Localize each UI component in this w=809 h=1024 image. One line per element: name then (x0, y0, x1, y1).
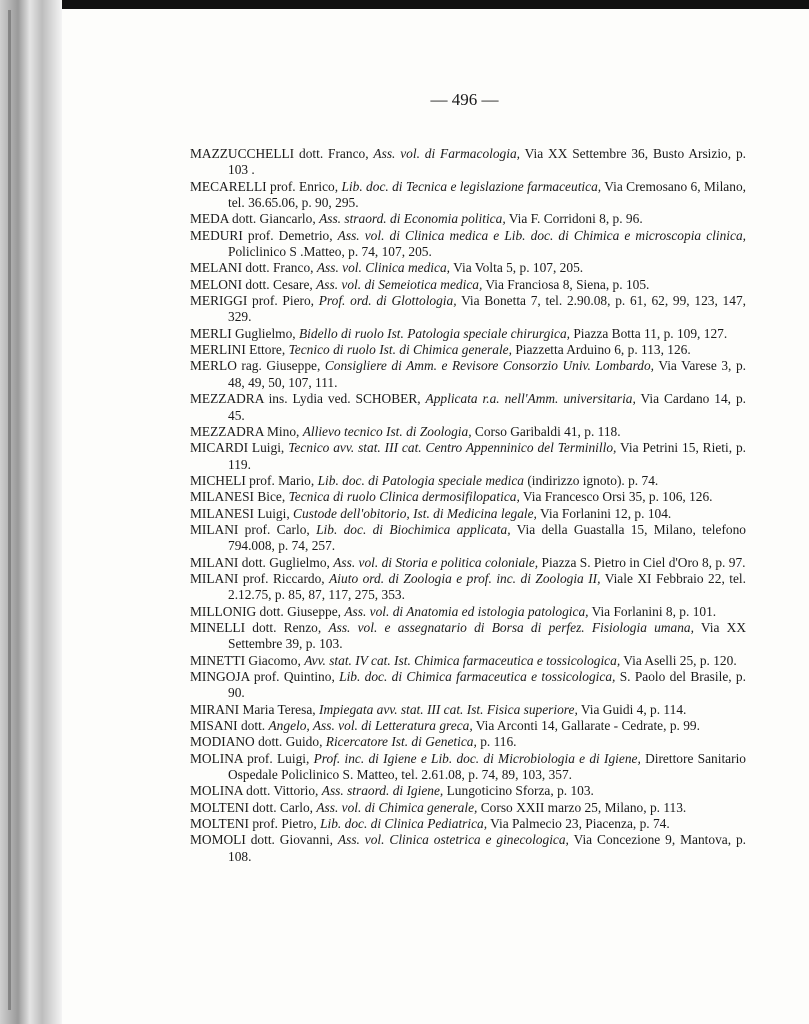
entry-address: Viale XI Febbraio 22, tel. 2.12.75, p. 85, 87, 117, 275, 353. (228, 570, 746, 603)
entry-address: Via XX Settembre 39, p. 103. (228, 619, 746, 652)
entry-role: Aiuto ord. di Zoologia e prof. inc. di Zoologia II, (329, 570, 601, 586)
entry-title: rag. Giuseppe, (236, 358, 325, 374)
entry-title: dott. Carlo, (249, 799, 317, 815)
entry-role: Prof. ord. di Glottologia, (318, 293, 457, 309)
directory-entry (190, 342, 746, 358)
entry-name: MIRANI (190, 701, 240, 717)
entry-address: Direttore Sanitario Ospedale Policlinico S. Matteo, tel. 2.61.08, p. 74, 89, 103, 357. (228, 750, 746, 783)
entry-title: prof. Pietro, (249, 816, 321, 832)
entry-name: MOLTENI (190, 799, 250, 815)
directory-entry (190, 800, 746, 816)
directory-entry (190, 293, 746, 326)
entry-name: MILLONIG (190, 603, 257, 619)
entry-name: MERIGGI (190, 293, 248, 309)
entry-address: Via della Guastalla 15, Milano, telefono 794.008, p. 74, 257. (228, 521, 746, 554)
entry-role: Prof. inc. di Igiene e Lib. doc. di Microbiologia e di Igiene, (313, 750, 641, 766)
entry-name: MELONI (190, 276, 243, 292)
directory-entry (190, 260, 746, 276)
entry-name: MEZZADRA (190, 423, 264, 439)
directory-entry (190, 179, 746, 212)
entry-address: Piazza Botta 11, p. 109, 127. (570, 325, 728, 341)
entry-role: Ricercatore Ist. di Genetica, (325, 734, 477, 750)
entry-address: Via Arconti 14, Gallarate - Cedrate, p. 99. (472, 718, 700, 734)
directory-entry (190, 718, 746, 734)
entry-name: MERLINI (190, 342, 246, 358)
entry-role: Avv. stat. IV cat. Ist. Chimica farmaceutica e tossicologica, (304, 652, 621, 668)
directory-entries (190, 146, 746, 865)
entry-address: S. Paolo del Brasile, p. 90. (228, 669, 746, 701)
entry-role: Allievo tecnico Ist. di Zoologia, (302, 423, 472, 439)
entry-role: Tecnica di ruolo Clinica dermosifilopatica, (288, 489, 520, 505)
entry-address: Via Franciosa 8, Siena, p. 105. (482, 276, 650, 292)
entry-name: MICHELI (190, 472, 246, 488)
entry-title: Mino, (263, 423, 303, 439)
entry-title: Luigi, (248, 440, 289, 456)
directory-entry (190, 604, 746, 620)
entry-role: Ass. vol. di Anatomia ed istologia patologica, (344, 603, 589, 619)
directory-entry (190, 571, 746, 604)
entry-title: dott. Giancarlo, (228, 211, 320, 227)
directory-entry (190, 489, 746, 505)
directory-entry (190, 653, 746, 669)
entry-role: Ass. straord. di Economia politica, (319, 211, 506, 227)
entry-title: Maria Teresa, (239, 701, 319, 717)
entry-address: Corso XXII marzo 25, Milano, p. 113. (477, 799, 687, 815)
entry-role: Consigliere di Amm. e Revisore Consorzio Univ. Lombardo, (324, 358, 655, 374)
directory-entry (190, 146, 746, 179)
entry-address: Via Cremosano 6, Milano, tel. 36.65.06, p. 90, 295. (228, 178, 746, 211)
entry-name: MEDA (190, 211, 229, 227)
entry-title: dott. Guido, (254, 734, 326, 750)
directory-entry (190, 702, 746, 718)
entry-address: Via Bonetta 7, tel. 2.90.08, p. 61, 62, 99, 123, 147, 329. (228, 293, 746, 325)
entry-title: prof. Demetrio, (242, 227, 338, 243)
entry-address: Via Cardano 14, p. 45. (228, 391, 746, 423)
directory-entry (190, 751, 746, 784)
directory-entry (190, 506, 746, 522)
entry-title: dott. Franco, (242, 260, 317, 276)
directory-entry (190, 669, 746, 702)
entry-role: Custode dell'obitorio, Ist. di Medicina legale, (293, 505, 537, 521)
scan-binding-edge (0, 0, 62, 1024)
directory-entry (190, 391, 746, 424)
entry-role: Ass. vol. di Storia e politica coloniale, (333, 554, 539, 570)
entry-name: MILANI (190, 554, 239, 570)
entry-title: prof. Luigi, (242, 750, 314, 766)
entry-title: prof. Quintino, (249, 669, 340, 684)
entry-address: Via F. Corridoni 8, p. 96. (505, 211, 643, 227)
entry-name: MISANI (190, 718, 238, 734)
entry-title: Giacomo, (245, 652, 305, 668)
entry-title: Ettore, (245, 342, 289, 358)
entry-title: dott. Cesare, (242, 276, 317, 292)
entry-address: Via Volta 5, p. 107, 205. (450, 260, 584, 276)
entry-role: Ass. vol. e assegnatario di Borsa di perfez. Fisiologia umana, (328, 619, 694, 635)
entry-address: (indirizzo ignoto). p. 74. (523, 472, 659, 488)
entry-address: Via Varese 3, p. 48, 49, 50, 107, 111. (228, 358, 746, 390)
entry-title: prof. Mario, (245, 472, 318, 488)
entry-title: dott. Renzo, (245, 619, 329, 635)
entry-title: Luigi, (253, 505, 294, 521)
entry-role: Impiegata avv. stat. III cat. Ist. Fisica superiore, (318, 701, 578, 717)
entry-address: Via Concezione 9, Mantova, p. 108. (228, 832, 747, 864)
entry-name: MILANESI (190, 505, 254, 521)
entry-name: MOLTENI (190, 816, 250, 832)
entry-address: Piazzetta Arduino 6, p. 113, 126. (511, 342, 691, 358)
entry-address: Corso Garibaldi 41, p. 118. (471, 423, 621, 439)
entry-address: Via Forlanini 8, p. 101. (588, 603, 717, 619)
directory-entry (190, 277, 746, 293)
directory-entry (190, 734, 746, 750)
entry-name: MOLINA (190, 783, 243, 799)
entry-role: Bidello di ruolo Ist. Patologia speciale chirurgica, (298, 325, 570, 341)
entry-name: MAZZUCCHELLI (190, 146, 295, 161)
entry-name: MERLI (190, 325, 232, 341)
scan-top-edge (0, 0, 809, 9)
entry-role: Ass. straord. di Igiene, (321, 783, 444, 799)
directory-entry (190, 424, 746, 440)
entry-role: Lib. doc. di Tecnica e legislazione farmaceutica, (341, 178, 602, 194)
directory-entry (190, 326, 746, 342)
entry-name: MINETTI (190, 652, 246, 668)
directory-entry (190, 620, 746, 653)
entry-role: Ass. vol. di Farmacologia, (373, 146, 521, 161)
entry-role: Ass. vol. Clinica medica, (316, 260, 450, 276)
entry-name: MINELLI (190, 619, 246, 635)
entry-name: MELANI (190, 260, 243, 276)
entry-name: MERLO (190, 358, 237, 374)
entry-title: prof. Enrico, (266, 178, 342, 194)
page-number: — 496 — (430, 90, 499, 109)
directory-entry (190, 358, 746, 391)
entry-title: Bice, (253, 489, 289, 505)
entry-address: p. 116. (476, 734, 517, 750)
entry-title: prof. Piero, (247, 293, 319, 309)
entry-title: prof. Carlo, (238, 521, 317, 537)
entry-title: dott. Guglielmo, (238, 554, 334, 570)
entry-address: Via Petrini 15, Rieti, p. 119. (228, 440, 747, 472)
entry-title: ins. Lydia ved. SCHOBER, (263, 391, 426, 407)
directory-entry (190, 832, 746, 865)
entry-address: Via Aselli 25, p. 120. (620, 652, 737, 668)
entry-title: dott. Giovanni, (245, 832, 338, 848)
directory-entry (190, 211, 746, 227)
entry-name: MICARDI (190, 440, 249, 456)
entry-address: Piazza S. Pietro in Ciel d'Oro 8, p. 97. (538, 554, 746, 570)
entry-name: MILANI (190, 521, 239, 537)
entry-role: Ass. vol. di Semeiotica medica, (316, 276, 483, 292)
entry-title: dott. Vittorio, (242, 783, 322, 799)
entry-role: Lib. doc. di Chimica farmaceutica e tossicologica, (339, 669, 616, 684)
entry-name: MOMOLI (190, 832, 246, 848)
directory-entry (190, 783, 746, 799)
entry-name: MILANI (190, 570, 239, 586)
entry-address: Via Palmecio 23, Piacenza, p. 74. (487, 816, 670, 832)
entry-role: Lib. doc. di Clinica Pediatrica, (320, 816, 488, 832)
entry-address: Policlinico S .Matteo, p. 74, 107, 205. (228, 244, 432, 260)
entry-name: MILANESI (190, 489, 254, 505)
entry-name: MINGOJA (190, 669, 250, 684)
entry-address: Via Guidi 4, p. 114. (577, 701, 687, 717)
entry-name: MEDURI (190, 227, 243, 243)
entry-role: Applicata r.a. nell'Amm. universitaria, (425, 391, 636, 407)
entry-role: Tecnico di ruolo Ist. di Chimica generale, (288, 342, 512, 358)
entry-name: MODIANO (190, 734, 255, 750)
entry-title: dott. (237, 718, 269, 734)
entry-role: Lib. doc. di Patologia speciale medica (317, 472, 524, 488)
entry-name: MECARELLI (190, 178, 267, 194)
entry-name: MEZZADRA (190, 391, 264, 407)
entry-role: Angelo, Ass. vol. di Letteratura greca, (268, 718, 473, 734)
directory-entry (190, 555, 746, 571)
entry-title: dott. Giuseppe, (256, 603, 345, 619)
entry-role: Tecnico avv. stat. III cat. Centro Appenninico del Terminillo, (288, 440, 617, 456)
directory-entry (190, 228, 746, 261)
directory-entry (190, 440, 746, 473)
entry-role: Ass. vol. Clinica ostetrica e ginecologica, (337, 832, 569, 848)
entry-title: Guglielmo, (231, 325, 299, 341)
entry-address: Lungoticino Sforza, p. 103. (443, 783, 594, 799)
entry-name: MOLINA (190, 750, 243, 766)
entry-title: dott. Franco, (294, 146, 374, 161)
entry-address: Via Forlanini 12, p. 104. (536, 505, 672, 521)
entry-role: Ass. vol. di Clinica medica e Lib. doc. di Chimica e microscopia clinica, (337, 227, 746, 243)
entry-address: Via Francesco Orsi 35, p. 106, 126. (519, 489, 713, 505)
entry-role: Ass. vol. di Chimica generale, (316, 799, 478, 815)
directory-entry (190, 522, 746, 555)
entry-role: Lib. doc. di Biochimica applicata, (316, 521, 511, 537)
directory-entry (190, 473, 746, 489)
entry-title: prof. Riccardo, (238, 570, 330, 586)
directory-entry (190, 816, 746, 832)
entry-address: Via XX Settembre 36, Busto Arsizio, p. 103 . (228, 146, 746, 178)
